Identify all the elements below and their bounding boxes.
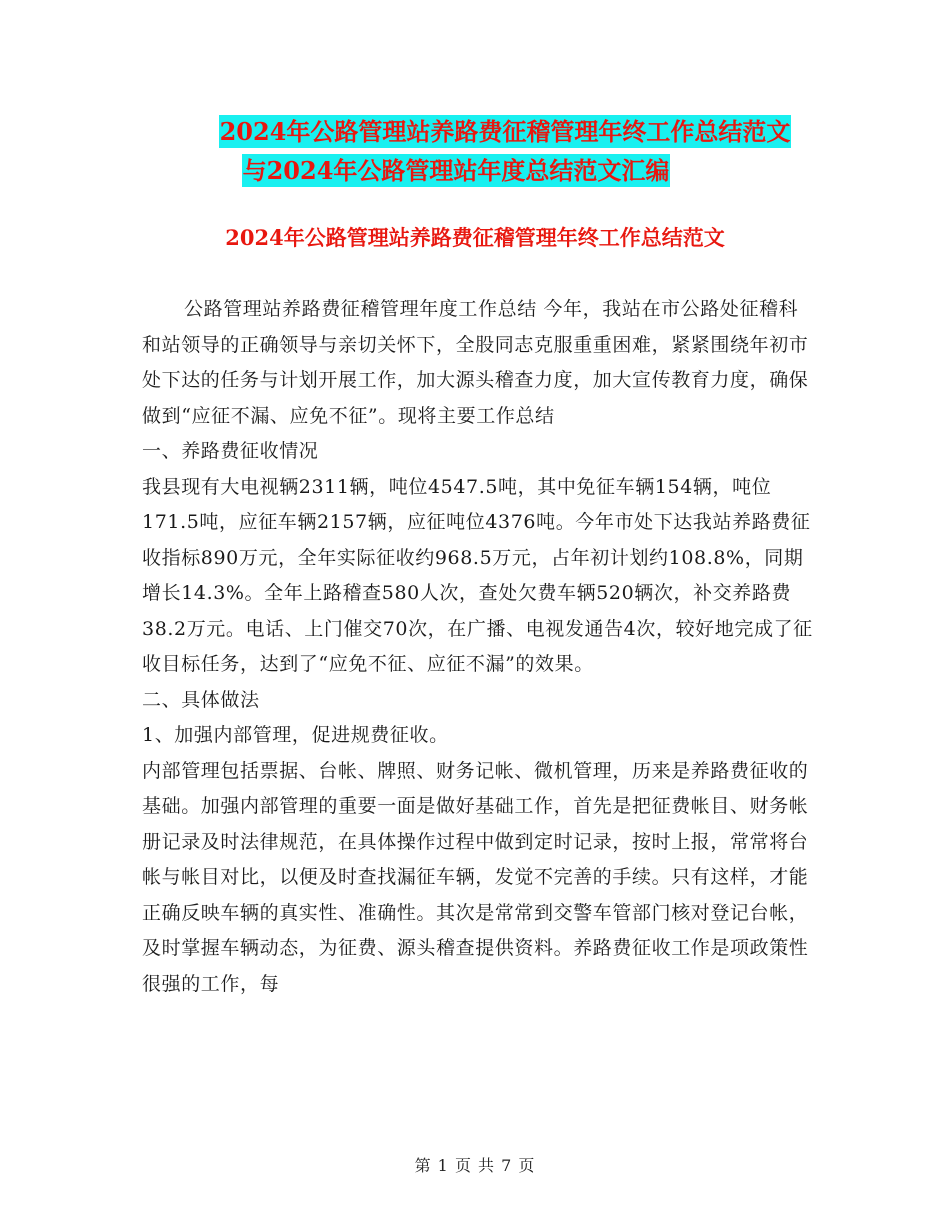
heading-specific-methods: 二、具体做法: [142, 688, 260, 711]
internal-management-paragraph: 内部管理包括票据、台帐、牌照、财务记帐、微机管理，历来是养路费征收的基础。加强内部管理的重要一面是做好基础工作，首先是把征费帐目、财务帐册记录及时法律规范，在具体操作过程中做到定时记录，按时上报，常常将台帐与帐目对比，以便及时查找漏征车辆，发觉不完善的手续。只有这样，才能正确反映车辆的真实性、准确性。其次是常常到交警车管部门核对登记台帐，及时掌握车辆动态，为征费、源头稽查提供资料。养路费征收工作是项政策性很强的工作，每: [142, 759, 809, 995]
title-line-2: 与2024年公路管理站年度总结范文汇编: [242, 156, 670, 185]
document-body: [142, 292, 817, 1002]
subheading-internal-management: 1、加强内部管理，促进规费征收。: [142, 724, 449, 746]
section-title: 2024年公路管理站养路费征稽管理年终工作总结范文: [225, 225, 725, 250]
document-title: [0, 112, 950, 190]
collection-status-paragraph: 我县现有大电视辆2311辆，吨位4547.5吨，其中免征车辆154辆，吨位171.5吨，应征车辆2157辆，应征吨位4376吨。今年市处下达我站养路费征收指标890万元，全年实际征收约968.5万元，占年初计划约108.8%，同期增长14.3%。全年上路稽查580人次，查处欠费车辆520辆次，补交养路费38.2万元。电话、上门催交70次，在广播、电视发通告4次，较好地完成了征收目标任务，达到了“应免不征、应征不漏”的效果。: [142, 475, 813, 675]
heading-collection-status: 一、养路费征收情况: [142, 440, 319, 462]
page-footer: 第 1 页 共 7 页: [414, 1156, 536, 1175]
intro-paragraph: 公路管理站养路费征稽管理年度工作总结 今年，我站在市公路处征稽科和站领导的正确领导与亲切关怀下，全股同志克服重重困难，紧紧围绕年初市处下达的任务与计划开展工作，加大源头稽查力度，加大宣传教育力度，确保做到“应征不漏、应免不征”。现将主要工作总结: [142, 298, 809, 427]
title-line-1: 2024年公路管理站养路费征稽管理年终工作总结范文: [219, 117, 791, 146]
